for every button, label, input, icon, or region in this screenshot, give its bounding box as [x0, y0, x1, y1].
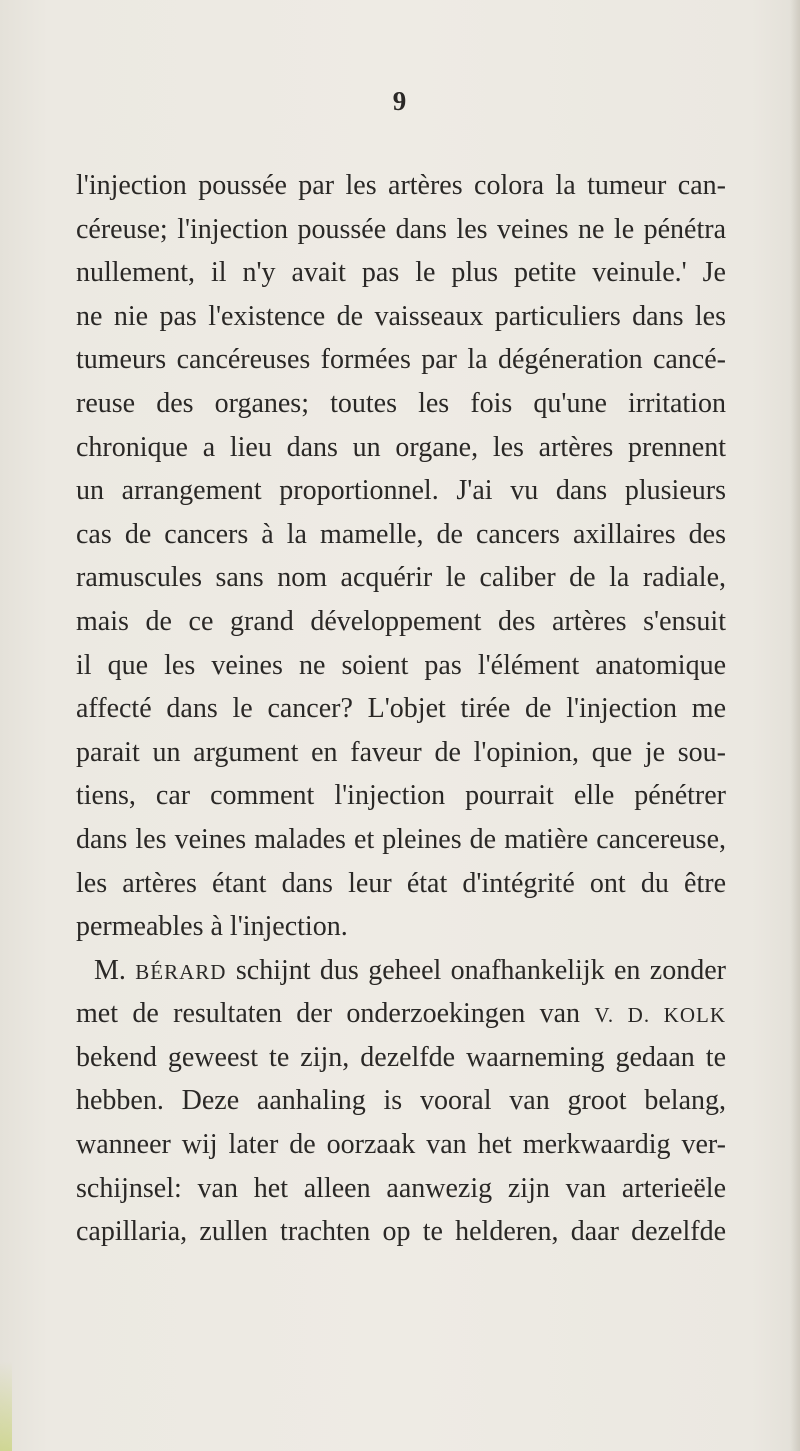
text-line: reuse des organes; toutes les fois qu'une irritation: [76, 387, 726, 419]
text-line: wanneer wij later de oorzaak van het merkwaardig ver-: [76, 1129, 726, 1161]
text-line: les artères étant dans leur état d'intégrité ont du être: [76, 867, 726, 899]
paragraph-start-line: [76, 949, 726, 993]
text-line: bekend geweest te zijn, dezelfde waarneming gedaan te: [76, 1041, 726, 1073]
text-line: capillaria, zullen trachten op te helderen, daar dezelfde: [76, 1216, 726, 1248]
text-line: il que les veines ne soient pas l'élément anatomique: [76, 649, 726, 681]
text-line: parait un argument en faveur de l'opinion, que je sou-: [76, 736, 726, 768]
text-line: tiens, car comment l'injection pourrait elle pénétrer: [76, 780, 726, 812]
text-fragment: M.: [94, 954, 136, 986]
text-line: céreuse; l'injection poussée dans les veines ne le pénétra: [76, 213, 726, 245]
text-fragment: met de resultaten der onderzoekingen van: [76, 998, 595, 1030]
text-line: [76, 992, 726, 1036]
page-edge-shadow: [790, 0, 800, 1451]
text-line: un arrangement proportionnel. J'ai vu dans plusieurs: [76, 475, 726, 507]
page-number: 9: [392, 86, 408, 116]
text-line: affecté dans le cancer? L'objet tirée de l'injection me: [76, 693, 726, 725]
text-line: l'injection poussée par les artères colora la tumeur can-: [76, 170, 726, 201]
text-line: cas de cancers à la mamelle, de cancers axillaires des: [76, 518, 726, 550]
page-corner-stain: [0, 1361, 12, 1451]
text-line: chronique a lieu dans un organe, les artères prennent: [76, 431, 726, 463]
text-line: schijnsel: van het alleen aanwezig zijn van arterieële: [76, 1172, 726, 1204]
text-line: hebben. Deze aanhaling is vooral van groot belang,: [76, 1085, 726, 1117]
text-line: permeables à l'injection.: [76, 911, 348, 943]
text-line: ramuscules sans nom acquérir le caliber de la radiale,: [76, 562, 726, 594]
text-fragment: schijnt dus geheel onafhankelijk en zonder: [226, 954, 726, 986]
text-line: mais de ce grand développement des artères s'ensuit: [76, 605, 726, 637]
text-line: nullement, il n'y avait pas le plus petite veinule.' Je: [76, 257, 726, 289]
text-line: ne nie pas l'existence de vaisseaux particuliers dans les: [76, 300, 726, 332]
body-text: [76, 164, 726, 1254]
text-line: dans les veines malades et pleines de matière cancereuse,: [76, 823, 726, 855]
author-name-berard: BÉRARD: [135, 959, 227, 984]
author-name-kolk: V. D. KOLK: [594, 1003, 727, 1028]
text-line: tumeurs cancéreuses formées par la dégéneration cancé-: [76, 344, 726, 376]
